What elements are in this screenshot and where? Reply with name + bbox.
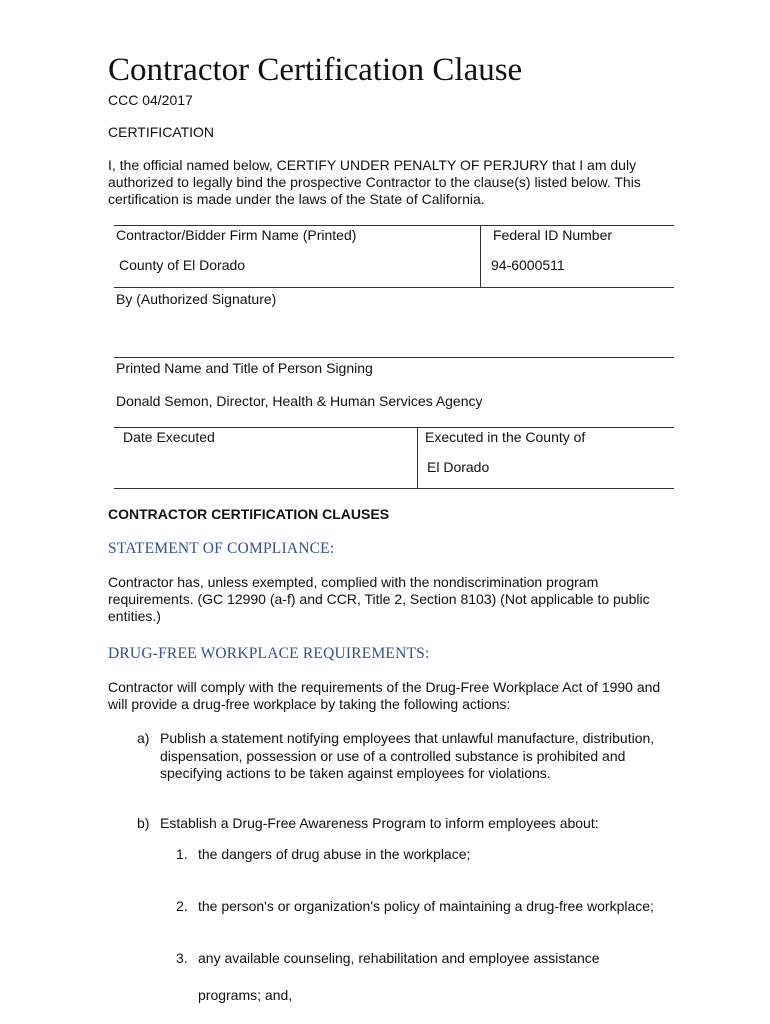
sub-item-3-marker: 3. <box>176 950 188 966</box>
firm-name-label: Contractor/Bidder Firm Name (Printed) <box>116 227 357 243</box>
form-row-border <box>114 287 674 288</box>
item-b-marker: b) <box>137 815 150 831</box>
county-label: Executed in the County of <box>425 429 586 445</box>
item-b-text: Establish a Drug-Free Awareness Program to inform employees about: <box>160 815 599 831</box>
federal-id-value[interactable]: 94-6000511 <box>491 257 565 273</box>
printed-name-label: Printed Name and Title of Person Signing <box>116 360 373 376</box>
page-title: Contractor Certification Clause <box>108 52 523 88</box>
sub-item-1-text: the dangers of drug abuse in the workplace; <box>198 846 471 862</box>
sub-item-1-marker: 1. <box>176 846 188 862</box>
date-column-divider <box>417 427 418 488</box>
item-a-text: Publish a statement notifying employees that unlawful manufacture, distribution, dispensation, possession or use of a controlled substance is prohibited and specifying actions to be taken against employees for violations. <box>160 730 655 781</box>
drugfree-text: Contractor will comply with the requirements of the Drug-Free Workplace Act of 1990 and will provide a drug-free workplace by taking the following actions: <box>108 679 661 712</box>
sub-item-3-text: any available counseling, rehabilitation and employee assistance <box>198 950 600 966</box>
section-label: CERTIFICATION <box>108 124 215 140</box>
clauses-heading: CONTRACTOR CERTIFICATION CLAUSES <box>108 506 390 522</box>
certification-intro: I, the official named below, CERTIFY UNDER PENALTY OF PERJURY that I am duly authorized to legally bind the prospective Contractor to the clause(s) listed below. This certification is made under the laws of the State of California. <box>108 157 641 207</box>
signature-line[interactable] <box>114 357 674 358</box>
item-a-marker: a) <box>137 730 150 746</box>
document-code: CCC 04/2017 <box>108 92 193 108</box>
date-executed-label: Date Executed <box>123 429 215 445</box>
signature-label: By (Authorized Signature) <box>116 291 277 307</box>
form-bottom-border <box>114 488 674 489</box>
firm-name-value[interactable]: County of El Dorado <box>119 257 246 273</box>
county-value[interactable]: El Dorado <box>427 459 490 475</box>
printed-name-value[interactable]: Donald Semon, Director, Health & Human Services Agency <box>116 393 483 409</box>
sub-item-2-text: the person's or organization's policy of maintaining a drug-free workplace; <box>198 898 654 914</box>
federal-id-label: Federal ID Number <box>493 227 613 243</box>
sub-item-2-marker: 2. <box>176 898 188 914</box>
form-column-divider <box>480 225 481 287</box>
sub-item-3-continuation: programs; and, <box>198 987 293 1003</box>
compliance-heading: STATEMENT OF COMPLIANCE: <box>108 540 335 557</box>
compliance-text: Contractor has, unless exempted, complied with the nondiscrimination program requirements. (GC 12990 (a-f) and CCR, Title 2, Section 8103) (Not applicable to public entities.) <box>108 574 650 624</box>
drugfree-heading: DRUG-FREE WORKPLACE REQUIREMENTS: <box>108 645 430 662</box>
